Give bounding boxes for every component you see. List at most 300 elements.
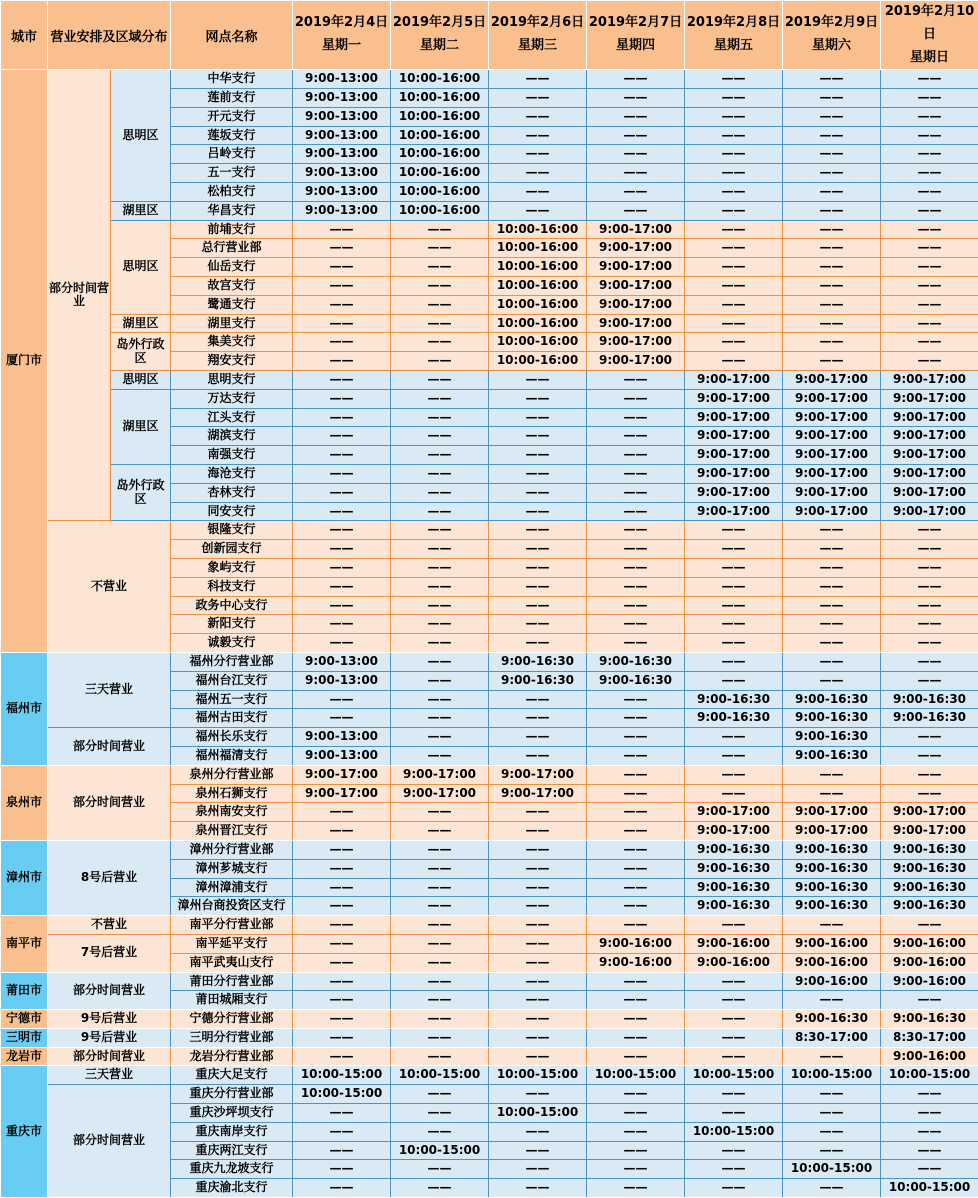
time-cell: —— <box>489 464 587 483</box>
time-cell: —— <box>489 201 587 220</box>
time-cell: —— <box>881 558 978 577</box>
time-cell: —— <box>489 709 587 728</box>
time-cell: —— <box>293 822 391 841</box>
time-cell: —— <box>685 671 783 690</box>
time-cell: 10:00-16:00 <box>391 201 489 220</box>
branch-cell: 华昌支行 <box>171 201 293 220</box>
time-cell: —— <box>881 1104 978 1123</box>
time-cell: —— <box>587 1028 685 1047</box>
time-cell: 9:00-13:00 <box>293 183 391 202</box>
time-cell: 10:00-16:00 <box>391 183 489 202</box>
time-cell: —— <box>587 784 685 803</box>
time-cell: —— <box>293 953 391 972</box>
header-date: 2019年2月8日 <box>686 12 781 35</box>
time-cell: —— <box>587 991 685 1010</box>
time-cell: —— <box>391 540 489 559</box>
header-date: 2019年2月5日 <box>392 12 487 35</box>
time-cell: —— <box>391 897 489 916</box>
time-cell: 10:00-15:00 <box>489 1104 587 1123</box>
arrangement-cell: 8号后营业 <box>48 840 171 915</box>
time-cell: —— <box>685 277 783 296</box>
branch-cell: 五一支行 <box>171 164 293 183</box>
table-row <box>1 934 978 953</box>
time-cell: 9:00-17:00 <box>685 483 783 502</box>
time-cell: —— <box>293 389 391 408</box>
time-cell: 10:00-15:00 <box>293 1085 391 1104</box>
time-cell: —— <box>489 126 587 145</box>
time-cell: 10:00-16:00 <box>489 258 587 277</box>
time-cell: —— <box>881 295 978 314</box>
time-cell: —— <box>685 634 783 653</box>
branch-cell: 重庆大足支行 <box>171 1066 293 1085</box>
table-row <box>1 314 978 333</box>
branch-cell: 银隆支行 <box>171 521 293 540</box>
branch-cell: 仙岳支行 <box>171 258 293 277</box>
time-cell: —— <box>293 690 391 709</box>
time-cell: 9:00-16:30 <box>881 878 978 897</box>
time-cell: —— <box>587 89 685 108</box>
time-cell: —— <box>881 333 978 352</box>
time-cell: —— <box>391 521 489 540</box>
header-weekday: 星期一 <box>294 35 389 58</box>
time-cell: —— <box>587 521 685 540</box>
time-cell: —— <box>391 220 489 239</box>
branch-cell: 翔安支行 <box>171 352 293 371</box>
table-row <box>1 371 978 390</box>
time-cell: —— <box>293 1141 391 1160</box>
time-cell: —— <box>293 1160 391 1179</box>
time-cell: 9:00-17:00 <box>587 258 685 277</box>
time-cell: 9:00-16:30 <box>685 878 783 897</box>
time-cell: —— <box>391 1104 489 1123</box>
time-cell: —— <box>293 1028 391 1047</box>
time-cell: —— <box>391 352 489 371</box>
branch-cell: 总行营业部 <box>171 239 293 258</box>
time-cell: —— <box>489 934 587 953</box>
time-cell: 10:00-16:00 <box>391 164 489 183</box>
time-cell: —— <box>293 352 391 371</box>
time-cell: 10:00-15:00 <box>489 1066 587 1085</box>
time-cell: —— <box>587 709 685 728</box>
branch-cell: 重庆渝北支行 <box>171 1179 293 1198</box>
time-cell: —— <box>587 558 685 577</box>
time-cell: 9:00-17:00 <box>881 483 978 502</box>
time-cell: —— <box>293 1179 391 1198</box>
time-cell: —— <box>783 107 881 126</box>
time-cell: —— <box>391 1085 489 1104</box>
time-cell: —— <box>489 371 587 390</box>
branch-cell: 中华支行 <box>171 70 293 89</box>
time-cell: —— <box>489 1010 587 1029</box>
time-cell: —— <box>685 295 783 314</box>
time-cell: —— <box>685 1010 783 1029</box>
branch-cell: 新阳支行 <box>171 615 293 634</box>
header-arrangement: 营业安排及区域分布 <box>48 1 171 70</box>
arrangement-cell: 9号后营业 <box>48 1028 171 1047</box>
time-cell: —— <box>391 615 489 634</box>
time-cell: —— <box>685 1047 783 1066</box>
table-row <box>1 1085 978 1104</box>
time-cell: —— <box>783 352 881 371</box>
branch-cell: 南平延平支行 <box>171 934 293 953</box>
time-cell: —— <box>489 540 587 559</box>
time-cell: —— <box>293 277 391 296</box>
time-cell: —— <box>391 1179 489 1198</box>
time-cell: —— <box>587 765 685 784</box>
table-row <box>1 652 978 671</box>
time-cell: —— <box>293 577 391 596</box>
branch-cell: 鹭通支行 <box>171 295 293 314</box>
time-cell: —— <box>881 596 978 615</box>
time-cell: 10:00-15:00 <box>391 1066 489 1085</box>
time-cell: 9:00-17:00 <box>587 239 685 258</box>
time-cell: —— <box>587 615 685 634</box>
time-cell: —— <box>587 746 685 765</box>
branch-cell: 三明分行营业部 <box>171 1028 293 1047</box>
time-cell: —— <box>881 107 978 126</box>
table-row <box>1 1047 978 1066</box>
arrangement-cell: 7号后营业 <box>48 934 171 972</box>
time-cell: —— <box>587 728 685 747</box>
time-cell: —— <box>293 502 391 521</box>
time-cell: —— <box>685 201 783 220</box>
time-cell: —— <box>391 446 489 465</box>
time-cell: —— <box>391 728 489 747</box>
time-cell: —— <box>391 822 489 841</box>
time-cell: —— <box>293 1010 391 1029</box>
time-cell: 10:00-16:00 <box>391 89 489 108</box>
time-cell: —— <box>391 427 489 446</box>
time-cell: —— <box>587 1104 685 1123</box>
time-cell: —— <box>685 991 783 1010</box>
time-cell: —— <box>489 145 587 164</box>
time-cell: —— <box>685 258 783 277</box>
time-cell: —— <box>391 1047 489 1066</box>
time-cell: —— <box>783 1104 881 1123</box>
time-cell: —— <box>881 1160 978 1179</box>
time-cell: 9:00-17:00 <box>587 352 685 371</box>
time-cell: 9:00-17:00 <box>685 389 783 408</box>
time-cell: —— <box>783 540 881 559</box>
time-cell: —— <box>391 295 489 314</box>
time-cell: —— <box>391 596 489 615</box>
time-cell: 8:30-17:00 <box>881 1028 978 1047</box>
time-cell: —— <box>391 277 489 296</box>
time-cell: —— <box>783 239 881 258</box>
time-cell: —— <box>881 1085 978 1104</box>
time-cell: —— <box>685 352 783 371</box>
time-cell: —— <box>293 446 391 465</box>
header-row <box>1 1 978 70</box>
time-cell: —— <box>489 427 587 446</box>
time-cell: —— <box>293 991 391 1010</box>
time-cell: —— <box>489 728 587 747</box>
time-cell: —— <box>587 126 685 145</box>
time-cell: —— <box>391 1010 489 1029</box>
branch-cell: 宁德分行营业部 <box>171 1010 293 1029</box>
arrangement-cell: 三天营业 <box>48 1066 171 1085</box>
time-cell: —— <box>881 277 978 296</box>
time-cell: —— <box>489 107 587 126</box>
time-cell: 10:00-16:00 <box>391 145 489 164</box>
time-cell: 9:00-17:00 <box>587 314 685 333</box>
time-cell: —— <box>881 615 978 634</box>
city-cell: 漳州市 <box>1 840 48 915</box>
time-cell: —— <box>783 634 881 653</box>
time-cell: 9:00-16:30 <box>587 671 685 690</box>
branch-cell: 莆田城厢支行 <box>171 991 293 1010</box>
time-cell: 9:00-17:00 <box>783 408 881 427</box>
time-cell: —— <box>293 615 391 634</box>
city-cell: 三明市 <box>1 1028 48 1047</box>
time-cell: 9:00-16:30 <box>881 1010 978 1029</box>
branch-cell: 吕岭支行 <box>171 145 293 164</box>
header-date-sat <box>783 1 881 70</box>
time-cell: —— <box>881 220 978 239</box>
header-weekday: 星期三 <box>490 35 585 58</box>
time-cell: 9:00-13:00 <box>293 89 391 108</box>
time-cell: 9:00-16:00 <box>881 972 978 991</box>
time-cell: 9:00-17:00 <box>685 371 783 390</box>
time-cell: —— <box>391 991 489 1010</box>
time-cell: —— <box>391 502 489 521</box>
branch-cell: 重庆九龙坡支行 <box>171 1160 293 1179</box>
time-cell: —— <box>293 558 391 577</box>
time-cell: —— <box>489 596 587 615</box>
region-cell: 湖里区 <box>111 314 171 333</box>
branch-cell: 湖里支行 <box>171 314 293 333</box>
time-cell: —— <box>881 1141 978 1160</box>
branch-cell: 福州福清支行 <box>171 746 293 765</box>
header-city: 城市 <box>1 1 48 70</box>
time-cell: 9:00-17:00 <box>881 803 978 822</box>
time-cell: —— <box>587 408 685 427</box>
time-cell: —— <box>685 239 783 258</box>
time-cell: —— <box>293 840 391 859</box>
time-cell: 9:00-17:00 <box>489 784 587 803</box>
branch-cell: 福州长乐支行 <box>171 728 293 747</box>
branch-cell: 漳州台商投资区支行 <box>171 897 293 916</box>
time-cell: —— <box>783 916 881 935</box>
time-cell: —— <box>587 164 685 183</box>
time-cell: —— <box>783 295 881 314</box>
time-cell: —— <box>881 314 978 333</box>
header-date-wed <box>489 1 587 70</box>
time-cell: —— <box>685 183 783 202</box>
time-cell: 9:00-13:00 <box>293 70 391 89</box>
time-cell: —— <box>685 1141 783 1160</box>
time-cell: 10:00-15:00 <box>881 1179 978 1198</box>
time-cell: —— <box>881 201 978 220</box>
time-cell: —— <box>587 145 685 164</box>
header-weekday: 星期二 <box>392 35 487 58</box>
time-cell: 10:00-16:00 <box>489 220 587 239</box>
time-cell: 9:00-16:30 <box>685 840 783 859</box>
time-cell: 9:00-17:00 <box>881 464 978 483</box>
time-cell: —— <box>587 878 685 897</box>
time-cell: —— <box>587 371 685 390</box>
time-cell: —— <box>685 596 783 615</box>
time-cell: —— <box>587 859 685 878</box>
time-cell: 9:00-16:30 <box>881 897 978 916</box>
time-cell: 9:00-17:00 <box>783 483 881 502</box>
time-cell: 9:00-17:00 <box>685 464 783 483</box>
time-cell: 9:00-17:00 <box>881 427 978 446</box>
time-cell: —— <box>685 558 783 577</box>
city-cell: 莆田市 <box>1 972 48 1010</box>
time-cell: —— <box>783 652 881 671</box>
time-cell: —— <box>391 371 489 390</box>
time-cell: —— <box>293 897 391 916</box>
time-cell: —— <box>293 371 391 390</box>
time-cell: 9:00-17:00 <box>293 784 391 803</box>
time-cell: —— <box>489 1141 587 1160</box>
time-cell: —— <box>391 671 489 690</box>
time-cell: —— <box>293 239 391 258</box>
time-cell: —— <box>685 314 783 333</box>
time-cell: —— <box>783 558 881 577</box>
time-cell: 9:00-17:00 <box>587 277 685 296</box>
branch-cell: 创新园支行 <box>171 540 293 559</box>
branch-cell: 南强支行 <box>171 446 293 465</box>
branch-cell: 科技支行 <box>171 577 293 596</box>
city-cell: 龙岩市 <box>1 1047 48 1066</box>
time-cell: —— <box>881 991 978 1010</box>
time-cell: —— <box>587 1179 685 1198</box>
time-cell: —— <box>783 201 881 220</box>
time-cell: —— <box>489 897 587 916</box>
time-cell: 9:00-16:30 <box>685 690 783 709</box>
time-cell: —— <box>881 183 978 202</box>
time-cell: —— <box>489 521 587 540</box>
time-cell: 9:00-17:00 <box>685 822 783 841</box>
time-cell: 9:00-16:30 <box>587 652 685 671</box>
time-cell: —— <box>587 540 685 559</box>
branch-cell: 泉州石狮支行 <box>171 784 293 803</box>
branch-cell: 万达支行 <box>171 389 293 408</box>
region-cell: 思明区 <box>111 70 171 202</box>
time-cell: —— <box>881 145 978 164</box>
time-cell: —— <box>293 934 391 953</box>
time-cell: —— <box>881 784 978 803</box>
table-row <box>1 70 978 89</box>
time-cell: —— <box>881 164 978 183</box>
time-cell: 9:00-17:00 <box>587 333 685 352</box>
time-cell: —— <box>293 859 391 878</box>
time-cell: 9:00-13:00 <box>293 126 391 145</box>
table-row <box>1 220 978 239</box>
time-cell: —— <box>783 596 881 615</box>
time-cell: —— <box>391 953 489 972</box>
time-cell: 9:00-17:00 <box>391 784 489 803</box>
branch-cell: 重庆分行营业部 <box>171 1085 293 1104</box>
city-cell: 泉州市 <box>1 765 48 840</box>
time-cell: —— <box>489 991 587 1010</box>
time-cell: 9:00-16:30 <box>881 859 978 878</box>
time-cell: 9:00-17:00 <box>783 446 881 465</box>
time-cell: 9:00-13:00 <box>293 145 391 164</box>
time-cell: —— <box>881 1122 978 1141</box>
time-cell: —— <box>587 916 685 935</box>
time-cell: —— <box>489 953 587 972</box>
time-cell: 9:00-16:00 <box>881 1047 978 1066</box>
time-cell: 10:00-16:00 <box>391 70 489 89</box>
time-cell: 8:30-17:00 <box>783 1028 881 1047</box>
time-cell: —— <box>391 652 489 671</box>
time-cell: 9:00-16:30 <box>685 859 783 878</box>
time-cell: —— <box>685 220 783 239</box>
time-cell: 9:00-16:30 <box>489 652 587 671</box>
time-cell: —— <box>783 183 881 202</box>
time-cell: 9:00-16:00 <box>587 934 685 953</box>
table-row <box>1 333 978 352</box>
time-cell: 10:00-15:00 <box>587 1066 685 1085</box>
time-cell: —— <box>391 859 489 878</box>
time-cell: —— <box>587 389 685 408</box>
branch-cell: 泉州分行营业部 <box>171 765 293 784</box>
time-cell: 9:00-17:00 <box>881 408 978 427</box>
time-cell: —— <box>587 1122 685 1141</box>
time-cell: 9:00-16:30 <box>783 746 881 765</box>
time-cell: 10:00-15:00 <box>685 1122 783 1141</box>
branch-cell: 故宫支行 <box>171 277 293 296</box>
time-cell: —— <box>391 746 489 765</box>
time-cell: —— <box>881 540 978 559</box>
header-weekday: 星期四 <box>588 35 683 58</box>
time-cell: 9:00-16:30 <box>783 897 881 916</box>
city-cell: 厦门市 <box>1 70 48 653</box>
time-cell: —— <box>685 89 783 108</box>
header-date-thu <box>587 1 685 70</box>
branch-cell: 开元支行 <box>171 107 293 126</box>
time-cell: —— <box>587 1010 685 1029</box>
table-row <box>1 972 978 991</box>
time-cell: —— <box>489 558 587 577</box>
time-cell: —— <box>391 690 489 709</box>
time-cell: —— <box>587 690 685 709</box>
arrangement-cell: 部分时间营业 <box>48 1085 171 1198</box>
time-cell: —— <box>783 145 881 164</box>
time-cell: 9:00-17:00 <box>783 427 881 446</box>
time-cell: —— <box>783 258 881 277</box>
time-cell: 10:00-16:00 <box>489 352 587 371</box>
time-cell: 9:00-16:30 <box>783 690 881 709</box>
time-cell: —— <box>391 972 489 991</box>
arrangement-cell: 部分时间营业 <box>48 70 111 521</box>
time-cell: —— <box>685 1104 783 1123</box>
branch-cell: 莲前支行 <box>171 89 293 108</box>
branch-cell: 杏林支行 <box>171 483 293 502</box>
branch-cell: 福州古田支行 <box>171 709 293 728</box>
time-cell: —— <box>293 333 391 352</box>
time-cell: 9:00-17:00 <box>881 371 978 390</box>
time-cell: —— <box>685 784 783 803</box>
header-date-tue <box>391 1 489 70</box>
time-cell: 9:00-16:00 <box>881 953 978 972</box>
time-cell: —— <box>685 145 783 164</box>
time-cell: —— <box>587 972 685 991</box>
branch-cell: 海沧支行 <box>171 464 293 483</box>
time-cell: —— <box>881 258 978 277</box>
header-date: 2019年2月9日 <box>784 12 879 35</box>
time-cell: —— <box>685 1179 783 1198</box>
time-cell: 9:00-17:00 <box>685 803 783 822</box>
time-cell: 9:00-13:00 <box>293 671 391 690</box>
time-cell: —— <box>489 1085 587 1104</box>
time-cell: —— <box>391 934 489 953</box>
time-cell: —— <box>783 765 881 784</box>
time-cell: 10:00-15:00 <box>881 1066 978 1085</box>
